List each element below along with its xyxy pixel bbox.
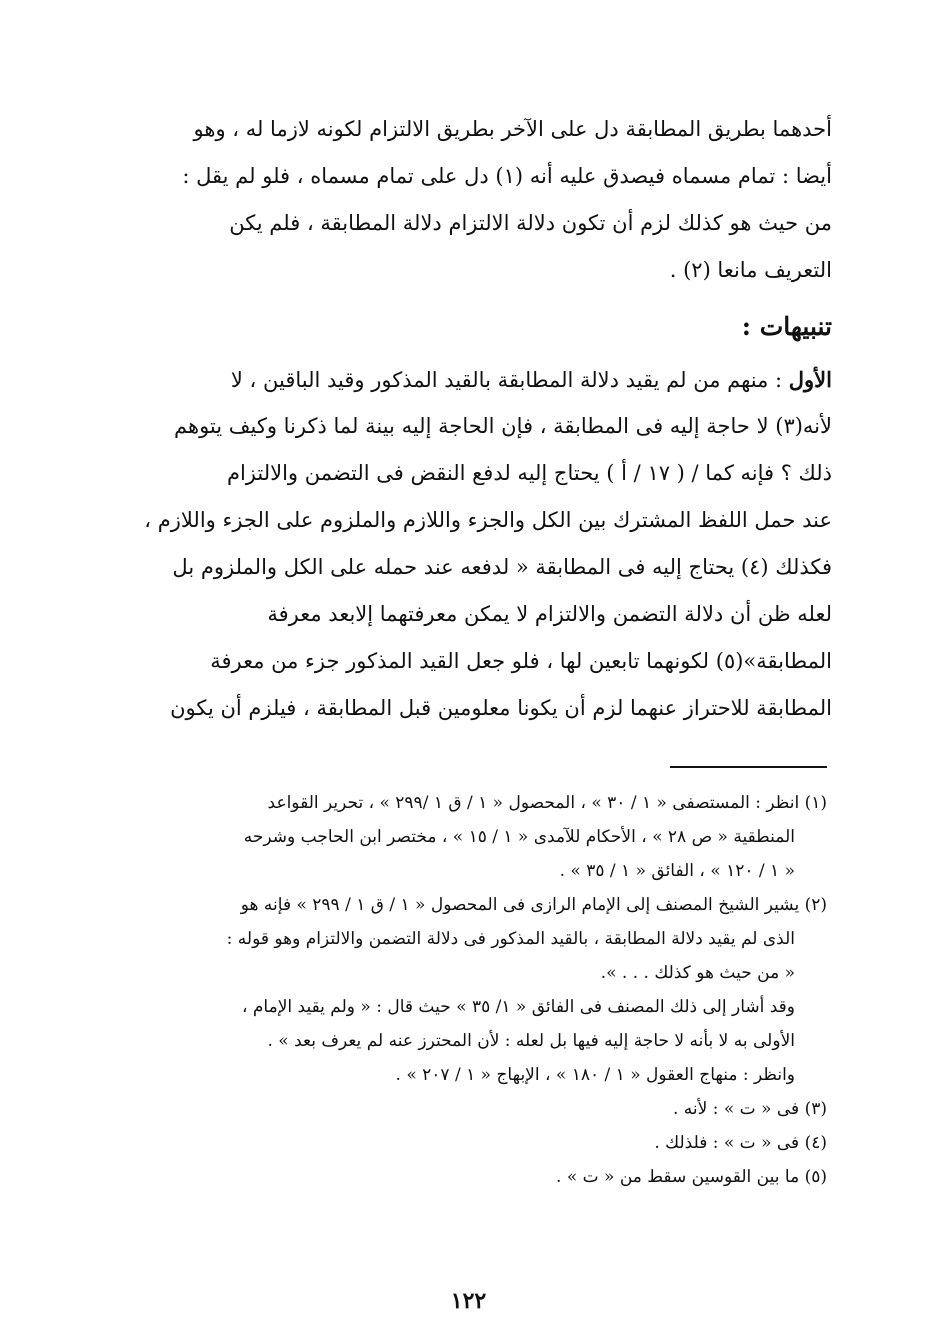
- text-line: ذلك ؟ فإنه كما / ( ١٧ / أ ) يحتاج إليه لدفع النقض فى التضمن والالتزام: [226, 461, 832, 485]
- footnote-separator: [670, 766, 827, 768]
- footnote-2-continuation: الأولى به لا بأنه لا حاجة إليه فيها بل لعله : لأن المحترز عنه لم يعرف بعد » .: [267, 1031, 795, 1051]
- paragraph-first-note: [120, 356, 832, 732]
- footnote-4: (٤) فى « ت » : فلذلك .: [654, 1133, 827, 1153]
- text-line: عند حمل اللفظ المشترك بين الكل والجزء واللازم والملزوم على الجزء واللازم ،: [144, 508, 832, 532]
- footnote-1-line: المنطقية « ص ٢٨ » ، الأحكام للآمدى « ١ / ١٥ » ، مختصر ابن الحاجب وشرحه: [243, 827, 795, 847]
- footnote-3: (٣) فى « ت » : لأنه .: [672, 1099, 827, 1119]
- footnote-2-line: الذى لم يقيد دلالة المطابقة ، بالقيد المذكور فى دلالة التضمن والالتزام وهو قوله :: [226, 929, 795, 949]
- text-line: أحدهما بطريق المطابقة دل على الآخر بطريق الالتزام لكونه لازما له ، وهو: [193, 117, 832, 141]
- text-line: المطابقة للاحتراز عنهما لزم أن يكونا معلومين قبل المطابقة ، فيلزم أن يكون: [170, 696, 832, 720]
- text-line: المطابقة»(٥) لكونهما تابعين لها ، فلو جعل القيد المذكور جزء من معرفة: [210, 649, 832, 673]
- text-line: التعريف مانعا (٢) .: [669, 258, 832, 282]
- page-number: ١٢٢: [450, 1288, 487, 1314]
- text-line: لأنه(٣) لا حاجة إليه فى المطابقة ، فإن الحاجة إليه بينة لما ذكرنا وكيف يتوهم: [174, 414, 832, 438]
- footnote-1-line: (١) انظر : المستصفى « ١ / ٣٠ » ، المحصول « ١ / ق ١ /٢٩٩ » ، تحرير القواعد: [267, 793, 827, 813]
- footnote-2-continuation: وانظر : منهاج العقول « ١ / ١٨٠ » ، الإبهاج « ١ / ٢٠٧ » .: [395, 1065, 795, 1085]
- paragraph-definition: [120, 106, 832, 294]
- lead-word: الأول: [788, 367, 832, 392]
- text-line-lead: [120, 356, 832, 403]
- lead-line-rest: : منهم من لم يقيد دلالة المطابقة بالقيد المذكور وقيد الباقين ، لا: [230, 368, 789, 392]
- text-line: من حيث هو كذلك لزم أن تكون دلالة الالتزام دلالة المطابقة ، فلم يكن: [229, 211, 832, 235]
- footnote-1-line: « ١ / ١٢٠ » ، الفائق « ١ / ٣٥ » .: [559, 861, 795, 881]
- footnote-2-line: (٢) يشير الشيخ المصنف إلى الإمام الرازى فى المحصول « ١ / ق ١ / ٢٩٩ » فإنه هو: [240, 895, 827, 915]
- footnotes: [117, 786, 827, 1194]
- section-heading: تنبيهات :: [741, 312, 832, 341]
- footnote-2-continuation: وقد أشار إلى ذلك المصنف فى الفائق « ١/ ٣٥ » حيث قال : « ولم يقيد الإمام ،: [242, 997, 795, 1017]
- footnote-5: (٥) ما بين القوسين سقط من « ت » .: [556, 1167, 827, 1187]
- footnote-2-line: « من حيث هو كذلك . . . ».: [600, 963, 795, 983]
- text-line: أيضا : تمام مسماه فيصدق عليه أنه (١) دل على تمام مسماه ، فلو لم يقل :: [182, 164, 832, 188]
- text-line: فكذلك (٤) يحتاج إليه فى المطابقة « لدفعه عند حمله على الكل والملزوم بل: [172, 555, 832, 579]
- text-line: لعله ظن أن دلالة التضمن والالتزام لا يمكن معرفتهما إلابعد معرفة: [267, 602, 832, 626]
